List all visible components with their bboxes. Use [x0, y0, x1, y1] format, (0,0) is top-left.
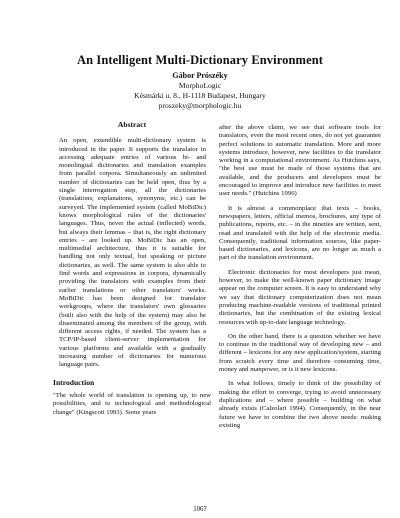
intro-paragraph-3: Electronic dictionaries for most developers just mean, however, to make the well-known paper dictionary image appear on the computer screen. It is easy to understand why we say that dictionary computerization does not mean producing machine-readable versions of traditional printed dictionaries, but the combination of the existing lexical resources with up-to-date language technology.	[219, 268, 381, 326]
left-column	[53, 121, 211, 423]
affiliation: MorphoLogic	[178, 81, 222, 90]
address: Késmárki u. 8., H-1118 Budapest, Hungary	[134, 91, 266, 100]
intro-paragraph-5: In what follows, timely to think of the possibility of making the effort to converge, trying to avoid unnecessary duplications and – where possible – building on what already exists (Calzolari 1994). Consequently, in the near future we have to combine the two above needs: making existing	[219, 380, 381, 429]
right-column	[219, 124, 381, 436]
abstract-heading: Abstract	[117, 120, 147, 129]
abstract-text: An open, extendible multi-dictionary system is introduced in the paper. It supports the translator in accessing adequate entries of various bi- and monolingual dictionaries and translation examples from parallel corpora. Simultaneously an unlimited number of dictionaries can be held open, thus by a single interrogation step, all the dictionaries (translations, explanations, synonyms, etc.) can be surveyed. The implemented system (called MoBiDic) knows morphological rules of the dictionaries' languages. Thus, never the actual (inflected) words, but always their lemmas – that is, the right dictionary entries – are looked up. MoBiDic has an open, multimedial architecture, thus it is suitable for handling not only textual, but speaking or picture dictionaries, as well. The same system is also able to find words and expressions in corpora, dynamically providing the translators with examples from their earlier translations or other translators' works. MoBiDic has been designed for translator workgroups, where the translators' own glossaries (built also with the help of the system) may also be disseminated among the members of the group, with different access rights, if needed. The system has a TCP/IP-based client-server implementation for various platforms and available with a gradually increasing number of dictionaries for numerous language pairs.	[59, 137, 206, 369]
author-name: Gábor Prószéky	[172, 71, 228, 80]
email: proszeky@morphologic.hu	[158, 101, 242, 110]
introduction-heading: Introduction	[53, 377, 95, 387]
author-block	[0, 71, 400, 111]
intro-paragraph-2: It is almost a commonplace that texts – books, newspapers, letters, official memos, brochures, any type of publications, reports, etc. – in the nineties are written, sent, read and translated with the help of the electronic media. Consequently, traditional information sources, like paper-based dictionaries, and lexicons, are no longer as much a part of the translation environment.	[219, 204, 381, 262]
intro-paragraph-1: "The whole world of translation is opening up, to new possibilities, and to technological and methodological change" (Kingscott 1993). Some years	[53, 391, 211, 416]
intro-paragraph-continued: after the above claim, we see that software tools for translators, even the most recent ones, do not yet guarantee perfect solutions to automatic translation. More and more systems introduce, however, new facilities to the translator working in a computational environment. As Hutchins says, "the best use must be made of those systems that are available, and the producers and developers must be encouraged to improve and introduce new facilities to meet user needs." (Hutchins 1996)	[219, 124, 381, 198]
intro-paragraph-4: On the other hand, there is a question whether we have to continue in the traditional way of developing new – and different – lexicons for any new application/system, starting from scratch every time and therefore consuming time, money and manpower, or is it new lexicons.	[219, 332, 381, 374]
page-number: 1067	[193, 506, 207, 513]
paper-title: An Intelligent Multi-Dictionary Environment	[76, 53, 324, 67]
